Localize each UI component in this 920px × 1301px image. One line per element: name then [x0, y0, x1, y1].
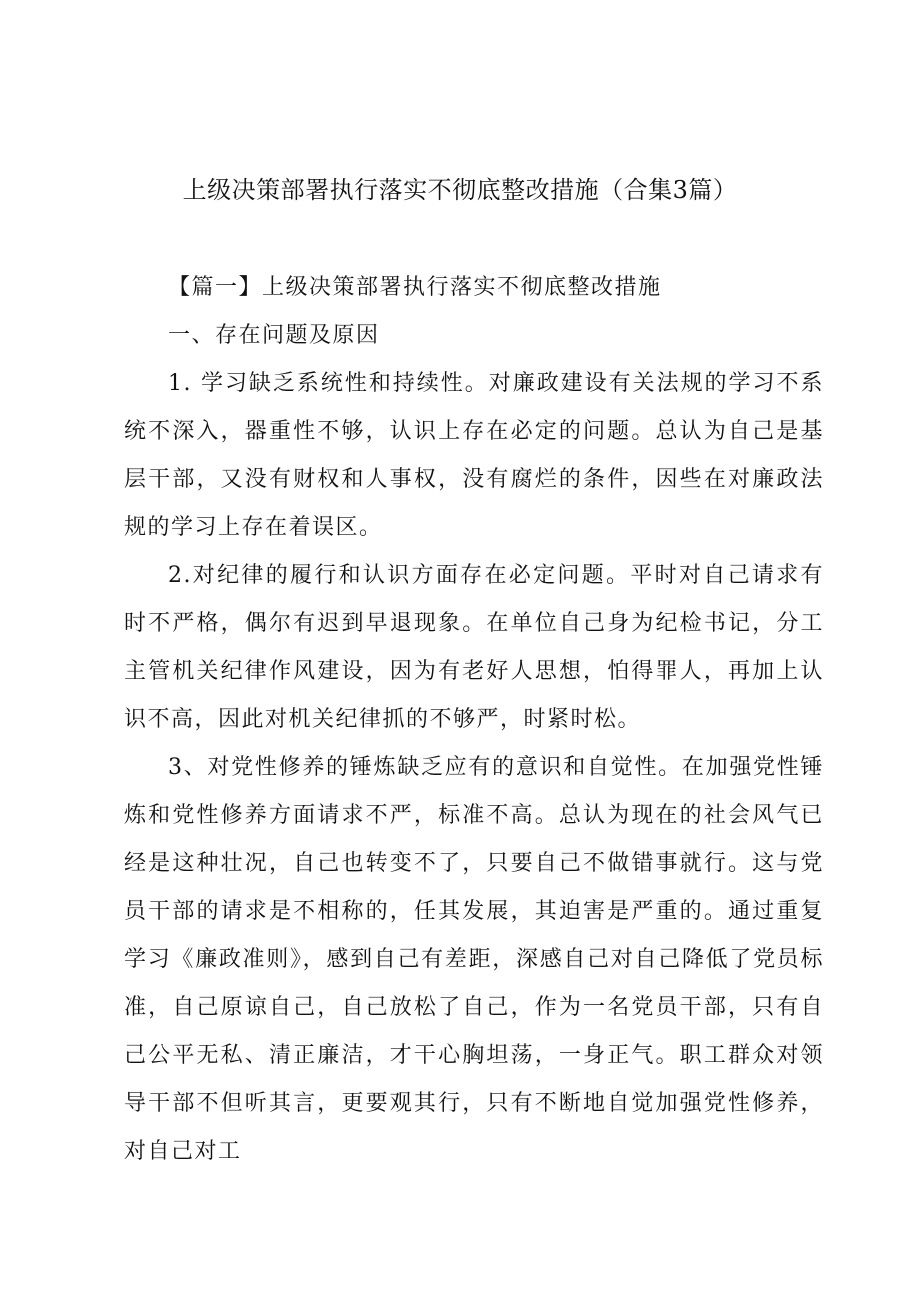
paragraph-3: 3、对党性修养的锤炼缺乏应有的意识和自觉性。在加强党性锤炼和党性修养方面请求不严，标准不高。总认为现在的社会风气已经是这种壮况，自己也转变不了，只要自己不做错事就行。这与党员干部的请求是不相称的，任其发展，其迫害是严重的。通过重复学习《廉政准则》，感到自己有差距，深感自己对自己降低了党员标准，自己原谅自己，自己放松了自己，作为一名党员干部，只有自己公平无私、清正廉洁，才干心胸坦荡，一身正气。职工群众对领导干部不但听其言，更要观其行，只有不断地自觉加强党性修养，对自己对工 — [124, 755, 824, 1164]
document-title: 上级决策部署执行落实不彻底整改措施（合集3篇） — [182, 176, 738, 204]
section-heading: 【篇一】上级决策部署执行落实不彻底整改措施 — [168, 275, 662, 300]
document-body — [124, 264, 824, 1176]
paragraph-1: 1. 学习缺乏系统性和持续性。对廉政建设有关法规的学习不系统不深入，器重性不够，认识上存在必定的问题。总认为自己是基层干部，又没有财权和人事权，没有腐烂的条件，因些在对廉政法规的学习上存在着误区。 — [124, 371, 824, 540]
sub-heading: 一、存在问题及原因 — [168, 323, 380, 348]
paragraph-2: 2.对纪律的履行和认识方面存在必定问题。平时对自己请求有时不严格，偶尔有迟到早退现象。在单位自己身为纪检书记，分工主管机关纪律作风建设，因为有老好人思想，怕得罪人，再加上认识不高，因此对机关纪律抓的不够严，时紧时松。 — [124, 563, 824, 732]
